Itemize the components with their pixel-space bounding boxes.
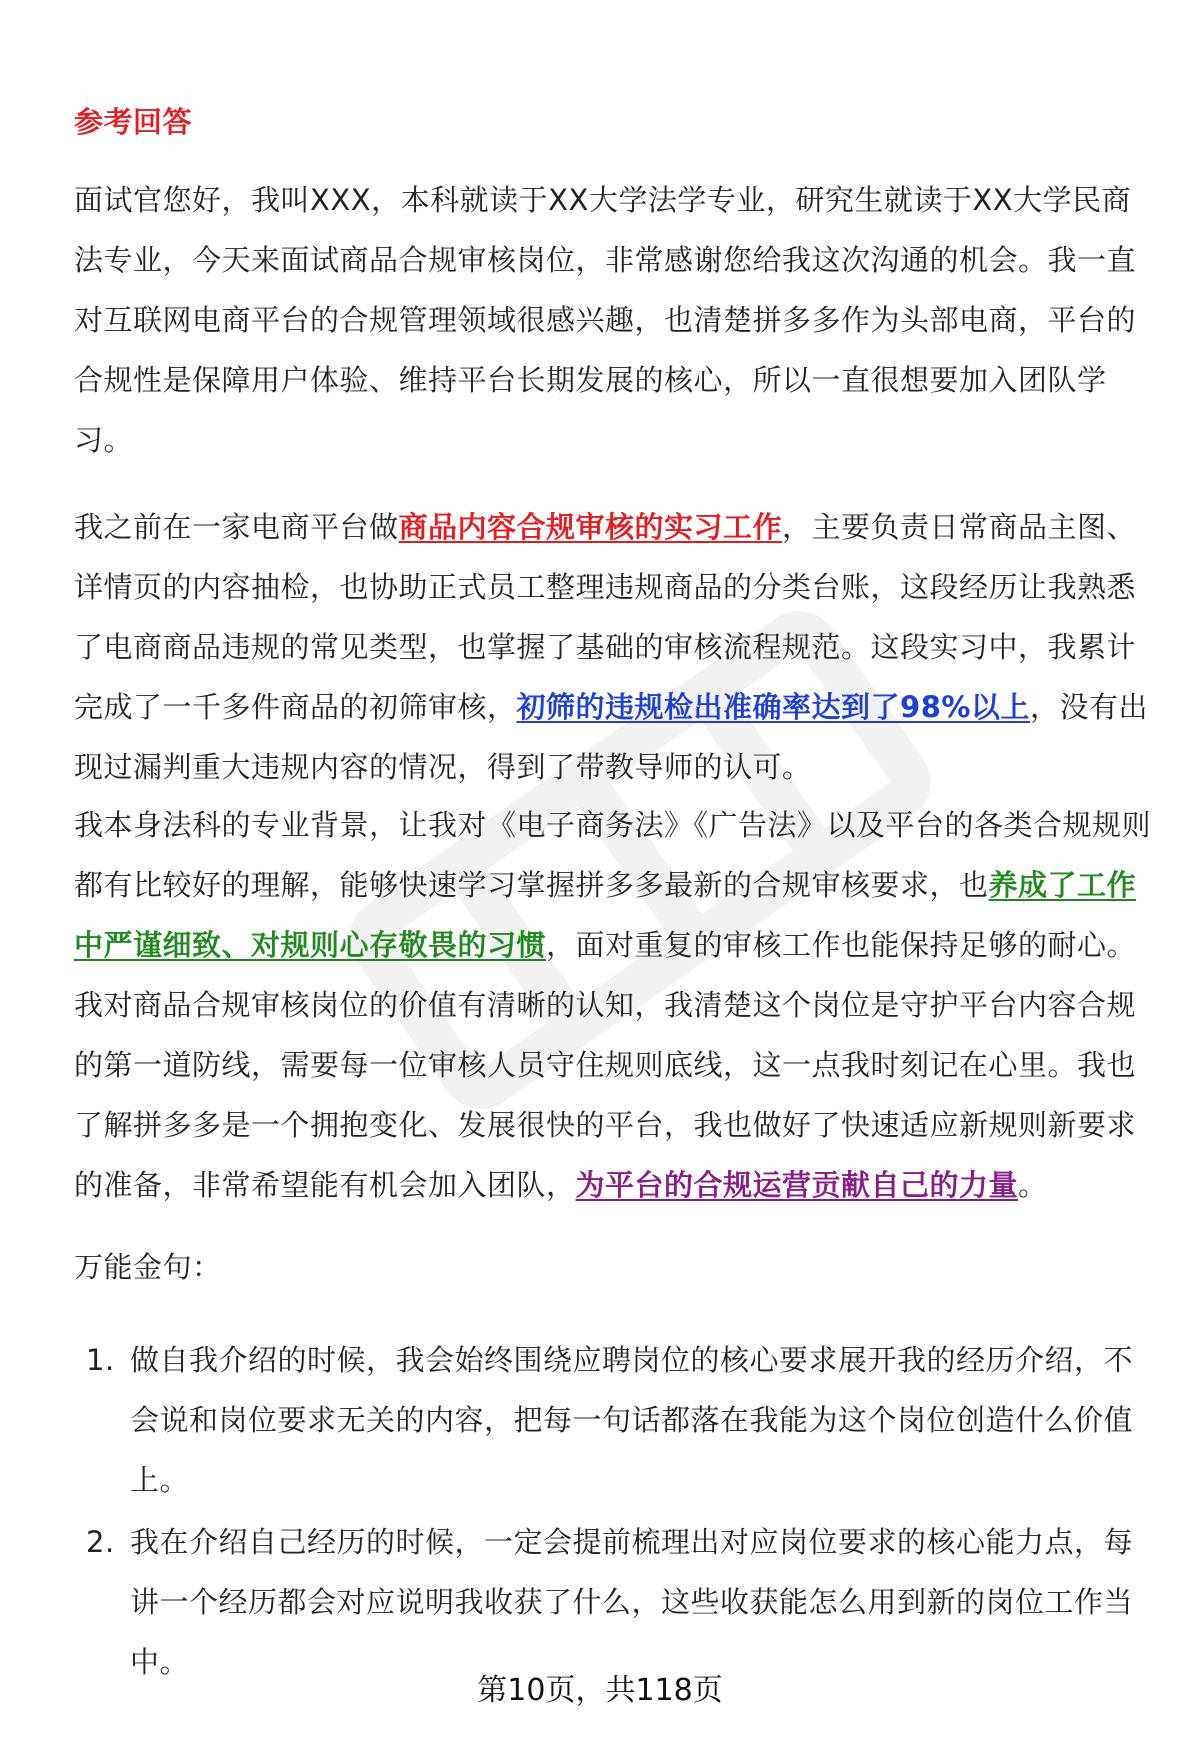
paragraph-text: ，主要负责日常商品主图、详情页的内容抽检，也协助正式员工整理违规商品的分类台账，这段经历让我熟悉了电商商品违规的常见类型，也掌握了基础的审核流程规范。这段实习中，我累计完成了一千多件商品的初筛审核， [74,510,1137,724]
highlight-habit: 养成了工作中严谨细致、对规则心存敬畏的习惯 [74,868,1137,962]
paragraph-text: ，面对重复的审核工作也能保持足够的耐心。我对商品合规审核岗位的价值有清晰的认知，我清楚这个岗位是守护平台内容合规的第一道防线，需要每一位审核人员守住规则底线，这一点我时刻记在心里。我也了解拼多多是一个拥抱变化、发展很快的平台，我也做好了快速适应新规则新要求的准备，非常希望能有机会加入团队， [74,928,1137,1202]
answer-paragraph-3 [74,795,1154,1215]
list-item-text: 我在介绍自己经历的时候，一定会提前梳理出对应岗位要求的核心能力点，每讲一个经历都会对应说明我收获了什么，这些收获能怎么用到新的岗位工作当中。 [130,1525,1134,1679]
highlight-accuracy: 初筛的违规检出准确率达到了98%以上 [516,690,1030,724]
list-number: 1. [86,1343,115,1377]
answer-paragraph-1: 面试官您好，我叫XXX，本科就读于XX大学法学专业，研究生就读于XX大学民商法专业，今天来面试商品合规审核岗位，非常感谢您给我这次沟通的机会。我一直对互联网电商平台的合规管理领域很感兴趣，也清楚拼多多作为头部电商，平台的合规性是保障用户体验、维持平台长期发展的核心，所以一直很想要加入团队学习。 [74,183,1137,457]
answer-paragraph-2 [74,497,1154,797]
highlight-internship: 商品内容合规审核的实习工作 [398,510,783,544]
paragraph-text: 。 [1018,1168,1048,1202]
list-item [74,1330,1154,1510]
tips-label: 万能金句： [74,1250,222,1284]
list-number: 2. [86,1525,115,1559]
paragraph-text: ，没有出现过漏判重大违规内容的情况，得到了带教导师的认可。 [74,690,1148,784]
section-heading: 参考回答 [74,105,193,139]
list-item-text: 做自我介绍的时候，我会始终围绕应聘岗位的核心要求展开我的经历介绍，不会说和岗位要求无关的内容，把每一句话都落在我能为这个岗位创造什么价值上。 [130,1343,1134,1497]
paragraph-text: 我本身法科的专业背景，让我对《电子商务法》《广告法》以及平台的各类合规规则都有比较好的理解，能够快速学习掌握拼多多最新的合规审核要求，也 [74,808,1152,902]
paragraph-text: 我之前在一家电商平台做 [74,510,399,544]
tips-list [74,1330,1154,1694]
highlight-contribution: 为平台的合规运营贡献自己的力量 [575,1168,1019,1202]
page-number: 第10页，共118页 [477,1673,723,1708]
